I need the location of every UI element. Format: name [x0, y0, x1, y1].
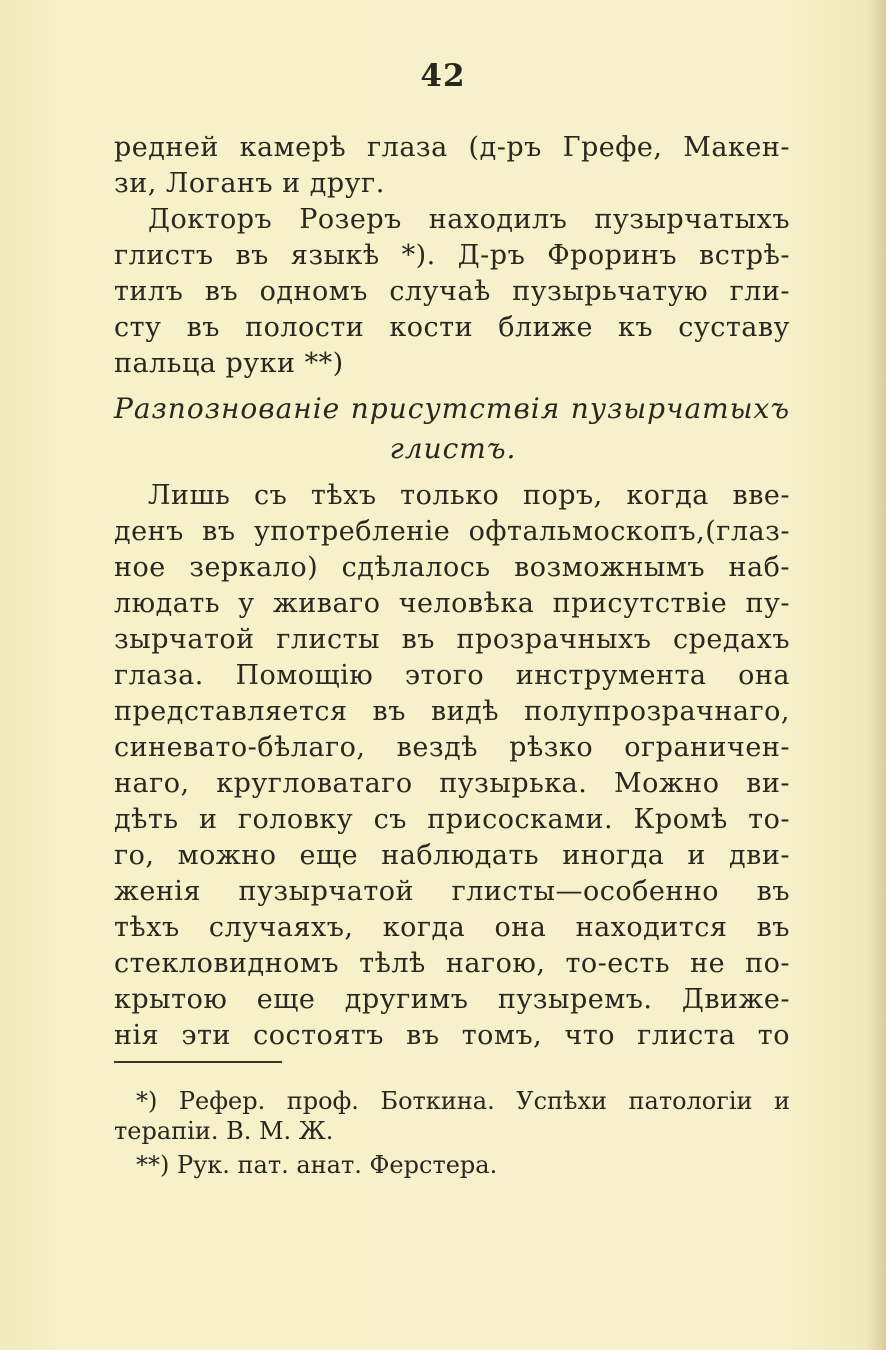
footnote-divider: [114, 1061, 282, 1063]
text-line: зи, Логанъ и друг.: [114, 168, 385, 199]
text-line: Лишь съ тѣхъ только поръ, когда вве-: [148, 480, 790, 511]
text-line: денъ въ употребленіе офтальмоскопъ,(глаз-: [114, 516, 790, 547]
page-edge-shadow: [866, 0, 886, 1350]
text-line: людать у живаго человѣка присутствіе пу-: [114, 588, 790, 619]
text-line: редней камерѣ глаза (д-ръ Грефе, Макен-: [114, 132, 790, 163]
text-line: глаза. Помощію этого инструмента она: [114, 660, 790, 691]
footnote-1: *) Рефер. проф. Боткина. Успѣхи патологіи и: [136, 1087, 790, 1115]
text-line: ное зеркало) сдѣлалось возможнымъ наб-: [114, 552, 790, 583]
text-line: стекловидномъ тѣлѣ нагою, то-есть не по-: [114, 948, 790, 979]
text-line: синевато-бѣлаго, вездѣ рѣзко ограничен-: [114, 732, 790, 763]
text-line: Докторъ Розеръ находилъ пузырчатыхъ: [148, 204, 790, 235]
text-line: крытою еще другимъ пузыремъ. Движе-: [114, 984, 790, 1015]
text-line: наго, кругловатаго пузырька. Можно ви-: [114, 768, 790, 799]
footnote-1-continuation: терапіи. В. М. Ж.: [114, 1117, 334, 1145]
text-line: сту въ полости кости ближе къ суставу: [114, 312, 790, 343]
text-line: женія пузырчатой глисты—особенно въ: [114, 876, 790, 907]
text-line: тѣхъ случаяхъ, когда она находится въ: [114, 912, 790, 943]
text-line: го, можно еще наблюдать иногда и дви-: [114, 840, 790, 871]
text-line: представляется въ видѣ полупрозрачнаго,: [114, 696, 790, 727]
text-line: нія эти состоятъ въ томъ, что глиста то: [114, 1020, 790, 1051]
section-heading-continuation: глистъ.: [389, 432, 517, 465]
section-heading: Разпознованіе присутствія пузырчатыхъ: [114, 392, 790, 425]
text-line: глистъ въ языкѣ *). Д-ръ Фроринъ встрѣ-: [114, 240, 790, 271]
page-number: 42: [420, 58, 466, 94]
text-line: зырчатой глисты въ прозрачныхъ средахъ: [114, 624, 790, 655]
text-line: пальца руки **): [114, 348, 344, 379]
text-line: тилъ въ одномъ случаѣ пузырьчатую гли-: [114, 276, 790, 307]
text-line: дѣть и головку съ присосками. Кромѣ то-: [114, 804, 790, 835]
footnote-2: **) Рук. пат. анат. Ферстера.: [136, 1151, 498, 1179]
